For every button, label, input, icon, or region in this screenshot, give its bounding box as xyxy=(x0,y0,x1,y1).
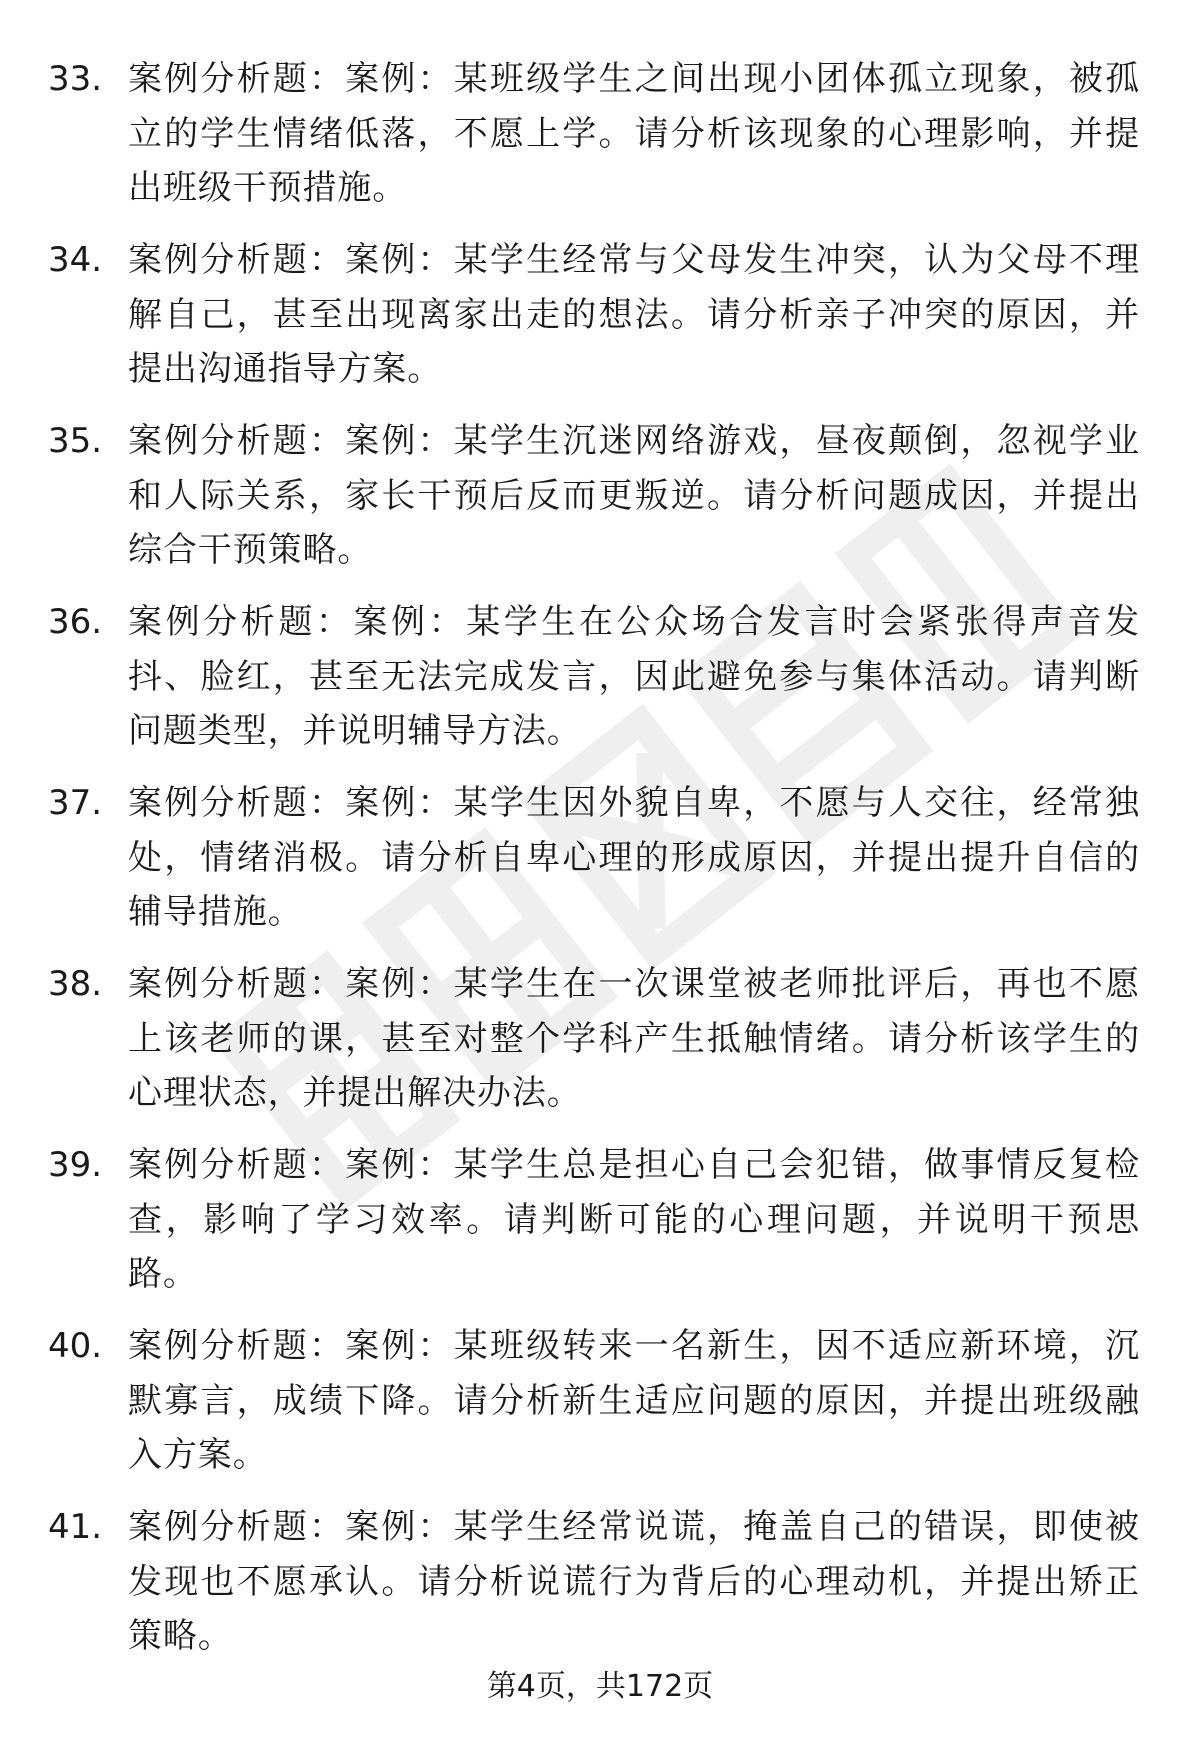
question-text: 案例分析题：案例：某班级学生之间出现小团体孤立现象，被孤立的学生情绪低落，不愿上学。请分析该现象的心理影响，并提出班级干预措施。 xyxy=(128,59,1140,208)
question-number: 38. xyxy=(48,964,103,1004)
question-item xyxy=(0,233,1200,414)
question-text: 案例分析题：案例：某学生经常与父母发生冲突，认为父母不理解自己，甚至出现离家出走的想法。请分析亲子冲突的原因，并提出沟通指导方案。 xyxy=(128,240,1140,389)
question-text: 案例分析题：案例：某学生总是担心自己会犯错，做事情反复检查，影响了学习效率。请判断可能的心理问题，并说明干预思路。 xyxy=(128,1145,1140,1294)
question-item xyxy=(0,414,1200,595)
question-number: 39. xyxy=(48,1145,103,1185)
question-item xyxy=(0,595,1200,776)
question-text: 案例分析题：案例：某学生因外貌自卑，不愿与人交往，经常独处，情绪消极。请分析自卑心理的形成原因，并提出提升自信的辅导措施。 xyxy=(128,783,1140,932)
question-number: 40. xyxy=(48,1326,103,1366)
question-item xyxy=(0,52,1200,233)
question-number: 34. xyxy=(48,240,103,280)
question-text: 案例分析题：案例：某学生在一次课堂被老师批评后，再也不愿上该老师的课，甚至对整个学科产生抵触情绪。请分析该学生的心理状态，并提出解决办法。 xyxy=(128,964,1140,1113)
question-item xyxy=(0,776,1200,957)
question-text: 案例分析题：案例：某学生经常说谎，掩盖自己的错误，即使被发现也不愿承认。请分析说谎行为背后的心理动机，并提出矫正策略。 xyxy=(128,1507,1140,1656)
question-text: 案例分析题：案例：某学生在公众场合发言时会紧张得声音发抖、脸红，甚至无法完成发言，因此避免参与集体活动。请判断问题类型，并说明辅导方法。 xyxy=(128,602,1140,751)
question-text: 案例分析题：案例：某班级转来一名新生，因不适应新环境，沉默寡言，成绩下降。请分析新生适应问题的原因，并提出班级融入方案。 xyxy=(128,1326,1140,1475)
question-number: 33. xyxy=(48,59,103,99)
question-number: 41. xyxy=(48,1507,103,1547)
question-text: 案例分析题：案例：某学生沉迷网络游戏，昼夜颠倒，忽视学业和人际关系，家长干预后反而更叛逆。请分析问题成因，并提出综合干预策略。 xyxy=(128,421,1140,570)
question-list xyxy=(0,52,1200,1681)
question-item xyxy=(0,1319,1200,1500)
question-item xyxy=(0,1500,1200,1681)
question-number: 36. xyxy=(48,602,103,642)
question-item xyxy=(0,1138,1200,1319)
question-item xyxy=(0,957,1200,1138)
question-number: 35. xyxy=(48,421,103,461)
page-footer: 第4页，共172页 xyxy=(486,1669,714,1704)
question-number: 37. xyxy=(48,783,103,823)
